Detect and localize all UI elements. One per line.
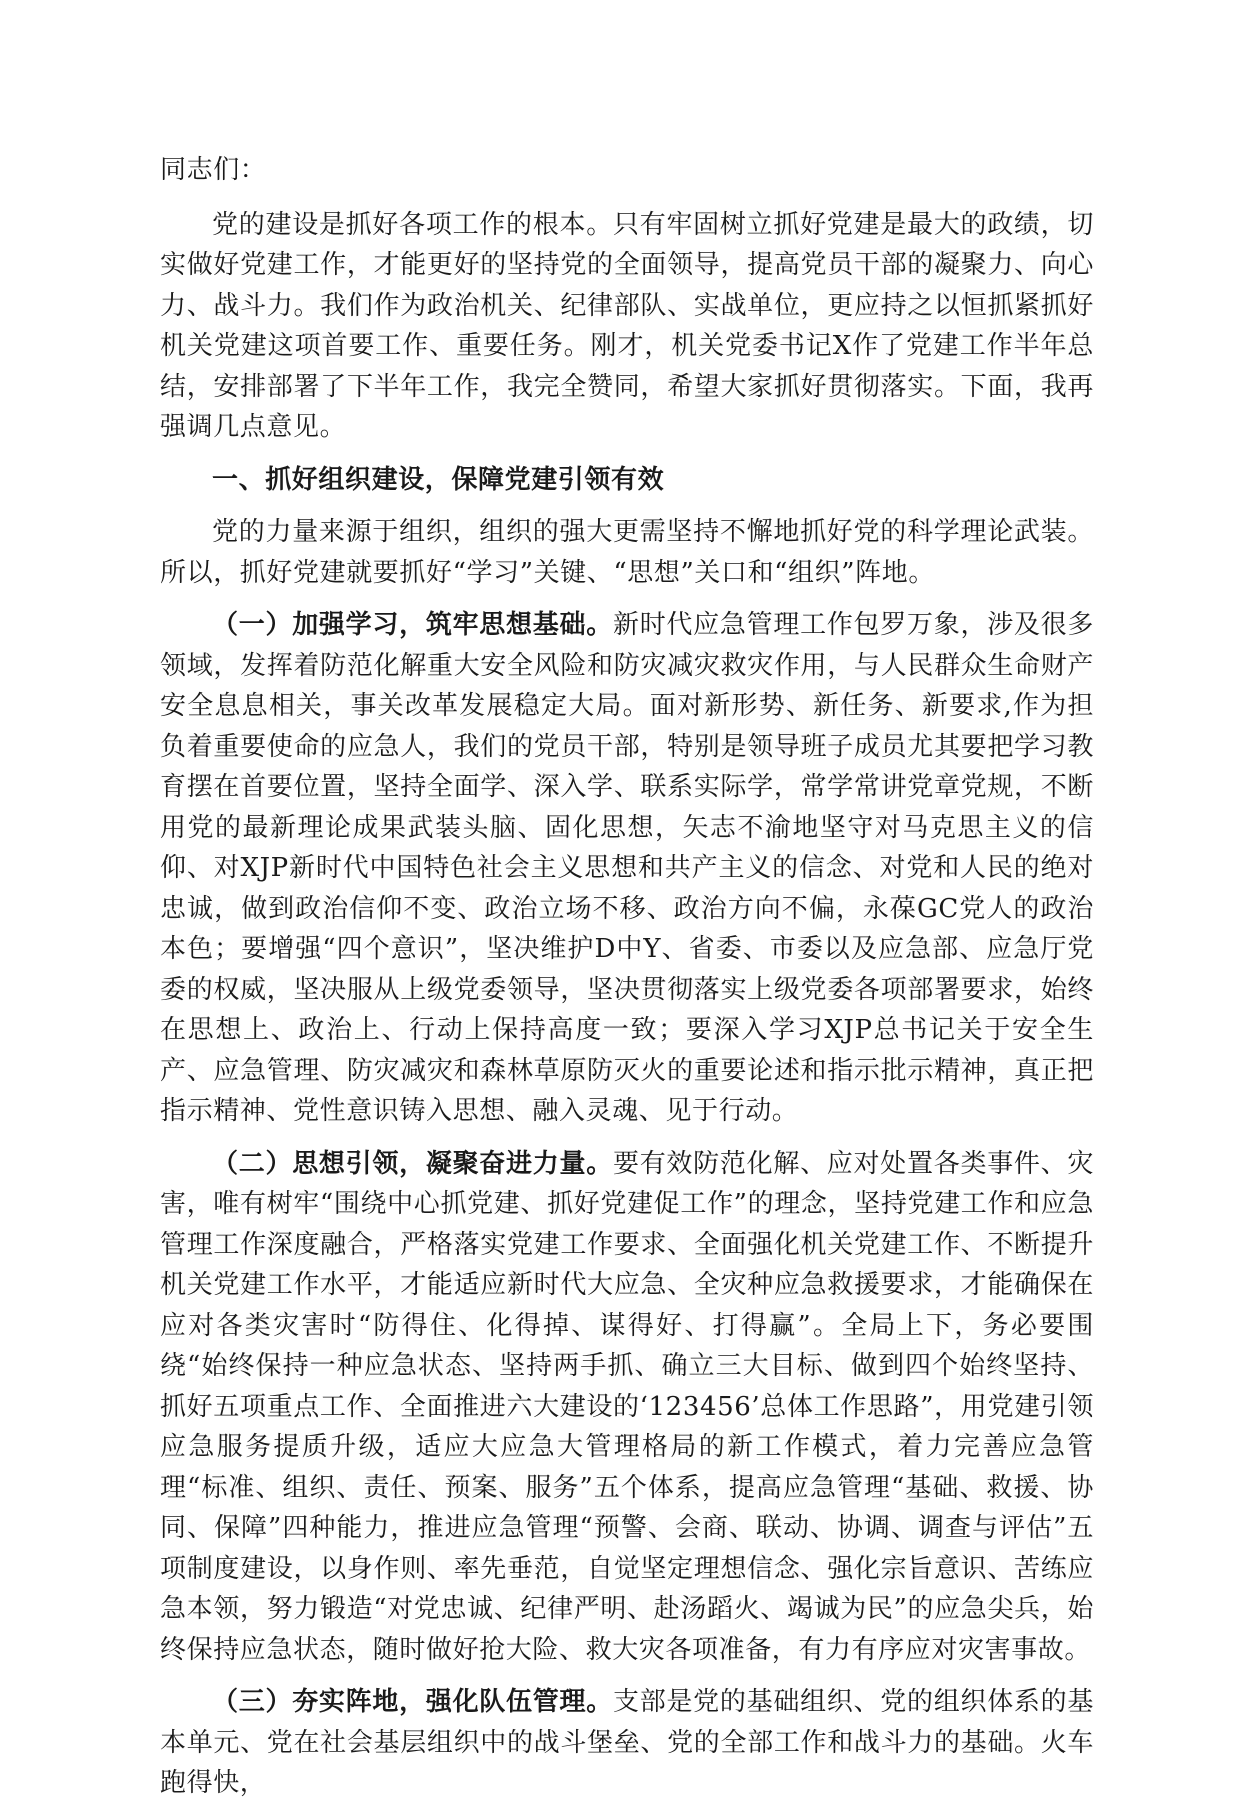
subsection-lead-2: （二）思想引领，凝聚奋进力量。	[212, 1148, 613, 1179]
intro-paragraph: 党的建设是抓好各项工作的根本。只有牢固树立抓好党建是最大的政绩，切实做好党建工作，才能更好的坚持党的全面领导，提高党员干部的凝聚力、向心力、战斗力。我们作为政治机关、纪律部队、实战单位，更应持之以恒抓紧抓好机关党建这项首要工作、重要任务。刚才，机关党委书记X作了党建工作半年总结，安排部署了下半年工作，我完全赞同，希望大家抓好贯彻落实。下面，我再强调几点意见。	[160, 209, 1094, 442]
subsection-lead-1: （一）加强学习，筑牢思想基础。	[212, 610, 613, 640]
subsection-paragraph-1	[160, 605, 1094, 1132]
section-heading: 一、抓好组织建设，保障党建引领有效	[212, 464, 665, 495]
subsection-lead-3: （三）夯实阵地，强化队伍管理。	[212, 1687, 613, 1717]
subsection-text-1: 新时代应急管理工作包罗万象，涉及很多领域，发挥着防范化解重大安全风险和防灾减灾救灾作用，与人民群众生命财产安全息息相关，事关改革发展稳定大局。面对新形势、新任务、新要求,作为担负着重要使命的应急人，我们的党员干部，特别是领导班子成员尤其要把学习教育摆在首要位置，坚持全面学、深入学、联系实际学，常学常讲党章党规，不断用党的最新理论成果武装头脑、固化思想，矢志不渝地坚守对马克思主义的信仰、对XJP新时代中国特色社会主义思想和共产主义的信念、对党和人民的绝对忠诚，做到政治信仰不变、政治立场不移、政治方向不偏，永葆GC党人的政治本色；要增强“四个意识”，坚决维护D中Y、省委、市委以及应急部、应急厅党委的权威，坚决服从上级党委领导，坚决贯彻落实上级党委各项部署要求，始终在思想上、政治上、行动上保持高度一致；要深入学习XJP总书记关于安全生产、应急管理、防灾减灾和森林草原防灭火的重要论述和指示批示精神，真正把指示精神、党性意识铸入思想、融入灵魂、见于行动。	[160, 610, 1094, 1126]
subsection-text-2: 要有效防范化解、应对处置各类事件、灾害，唯有树牢“围绕中心抓党建、抓好党建促工作”的理念，坚持党建工作和应急管理工作深度融合，严格落实党建工作要求、全面强化机关党建工作、不断提升机关党建工作水平，才能适应新时代大应急、全灾种应急救援要求，才能确保在应对各类灾害时“防得住、化得掉、谋得好、打得赢”。全局上下，务必要围绕“始终保持一种应急状态、坚持两手抓、确立三大目标、做到四个始终坚持、抓好五项重点工作、全面推进六大建设的‘123456’总体工作思路”，用党建引领应急服务提质升级，适应大应急大管理格局的新工作模式，着力完善应急管理“标准、组织、责任、预案、服务”五个体系，提高应急管理“基础、救援、协同、保障”四种能力，推进应急管理“预警、会商、联动、协调、调查与评估”五项制度建设，以身作则、率先垂范，自觉坚定理想信念、强化宗旨意识、苦练应急本领，努力锻造“对党忠诚、纪律严明、赴汤蹈火、竭诚为民”的应急尖兵，始终保持应急状态，随时做好抢大险、救大灾各项准备，有力有序应对灾害事故。	[160, 1148, 1094, 1665]
subsection-text-3: 支部是党的基础组织、党的组织体系的基本单元、党在社会基层组织中的战斗堡垒、党的全部工作和战斗力的基础。火车跑得快，	[160, 1687, 1094, 1798]
section-intro-paragraph: 党的力量来源于组织，组织的强大更需坚持不懈地抓好党的科学理论武装。所以，抓好党建就要抓好“学习”关键、“思想”关口和“组织”阵地。	[160, 517, 1094, 588]
subsection-paragraph-3	[160, 1682, 1094, 1804]
salutation: 同志们：	[160, 155, 267, 185]
subsection-paragraph-2	[160, 1144, 1094, 1671]
